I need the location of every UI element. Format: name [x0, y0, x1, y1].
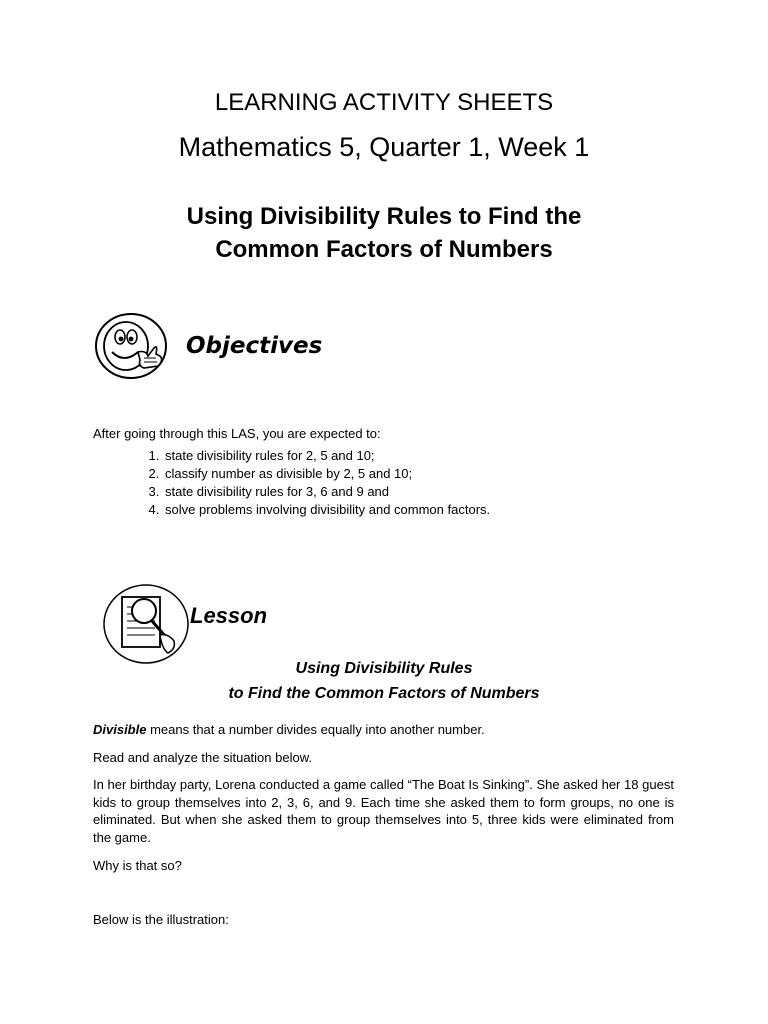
illustration-intro: Below is the illustration:	[93, 912, 229, 927]
topic-title-line-1: Using Divisibility Rules to Find the	[186, 203, 582, 230]
objectives-intro: After going through this LAS, you are expected to:	[93, 426, 381, 441]
sheet-subtitle: Mathematics 5, Quarter 1, Week 1	[178, 132, 590, 162]
lesson-title-line-1: Using Divisibility Rules	[295, 660, 473, 677]
definition-paragraph	[93, 721, 674, 739]
topic-title	[0, 200, 768, 266]
read-prompt: Read and analyze the situation below.	[93, 750, 312, 765]
objective-item-4: 4. solve problems involving divisibility and common factors.	[163, 501, 490, 519]
definition-text: means that a number divides equally into another number.	[146, 722, 485, 737]
objectives-list	[130, 447, 490, 519]
smiley-thumbs-up-icon	[94, 312, 168, 380]
question-text: Why is that so?	[93, 858, 182, 873]
objectives-heading: Objectives	[186, 333, 323, 359]
objective-item-1: 1. state divisibility rules for 2, 5 and 10;	[163, 447, 490, 465]
objective-item-2: 2. classify number as divisible by 2, 5 and 10;	[163, 465, 490, 483]
lesson-heading: Lesson	[190, 603, 268, 628]
lesson-title	[0, 656, 768, 706]
objective-item-3: 3. state divisibility rules for 3, 6 and 9 and	[163, 483, 490, 501]
magnifier-document-icon	[102, 583, 190, 665]
situation-paragraph: In her birthday party, Lorena conducted a game called “The Boat Is Sinking”. She asked her 18 guest kids to group themselves into 2, 3, 6, and 9. Each time she asked them to form groups, no one is eliminated. But when she asked them to group themselves into 5, three kids were eliminated from the game.	[93, 777, 674, 845]
lesson-title-line-2: to Find the Common Factors of Numbers	[228, 685, 540, 702]
definition-term: Divisible	[93, 722, 147, 737]
sheet-title: LEARNING ACTIVITY SHEETS	[214, 89, 554, 116]
topic-title-line-2: Common Factors of Numbers	[215, 236, 553, 263]
